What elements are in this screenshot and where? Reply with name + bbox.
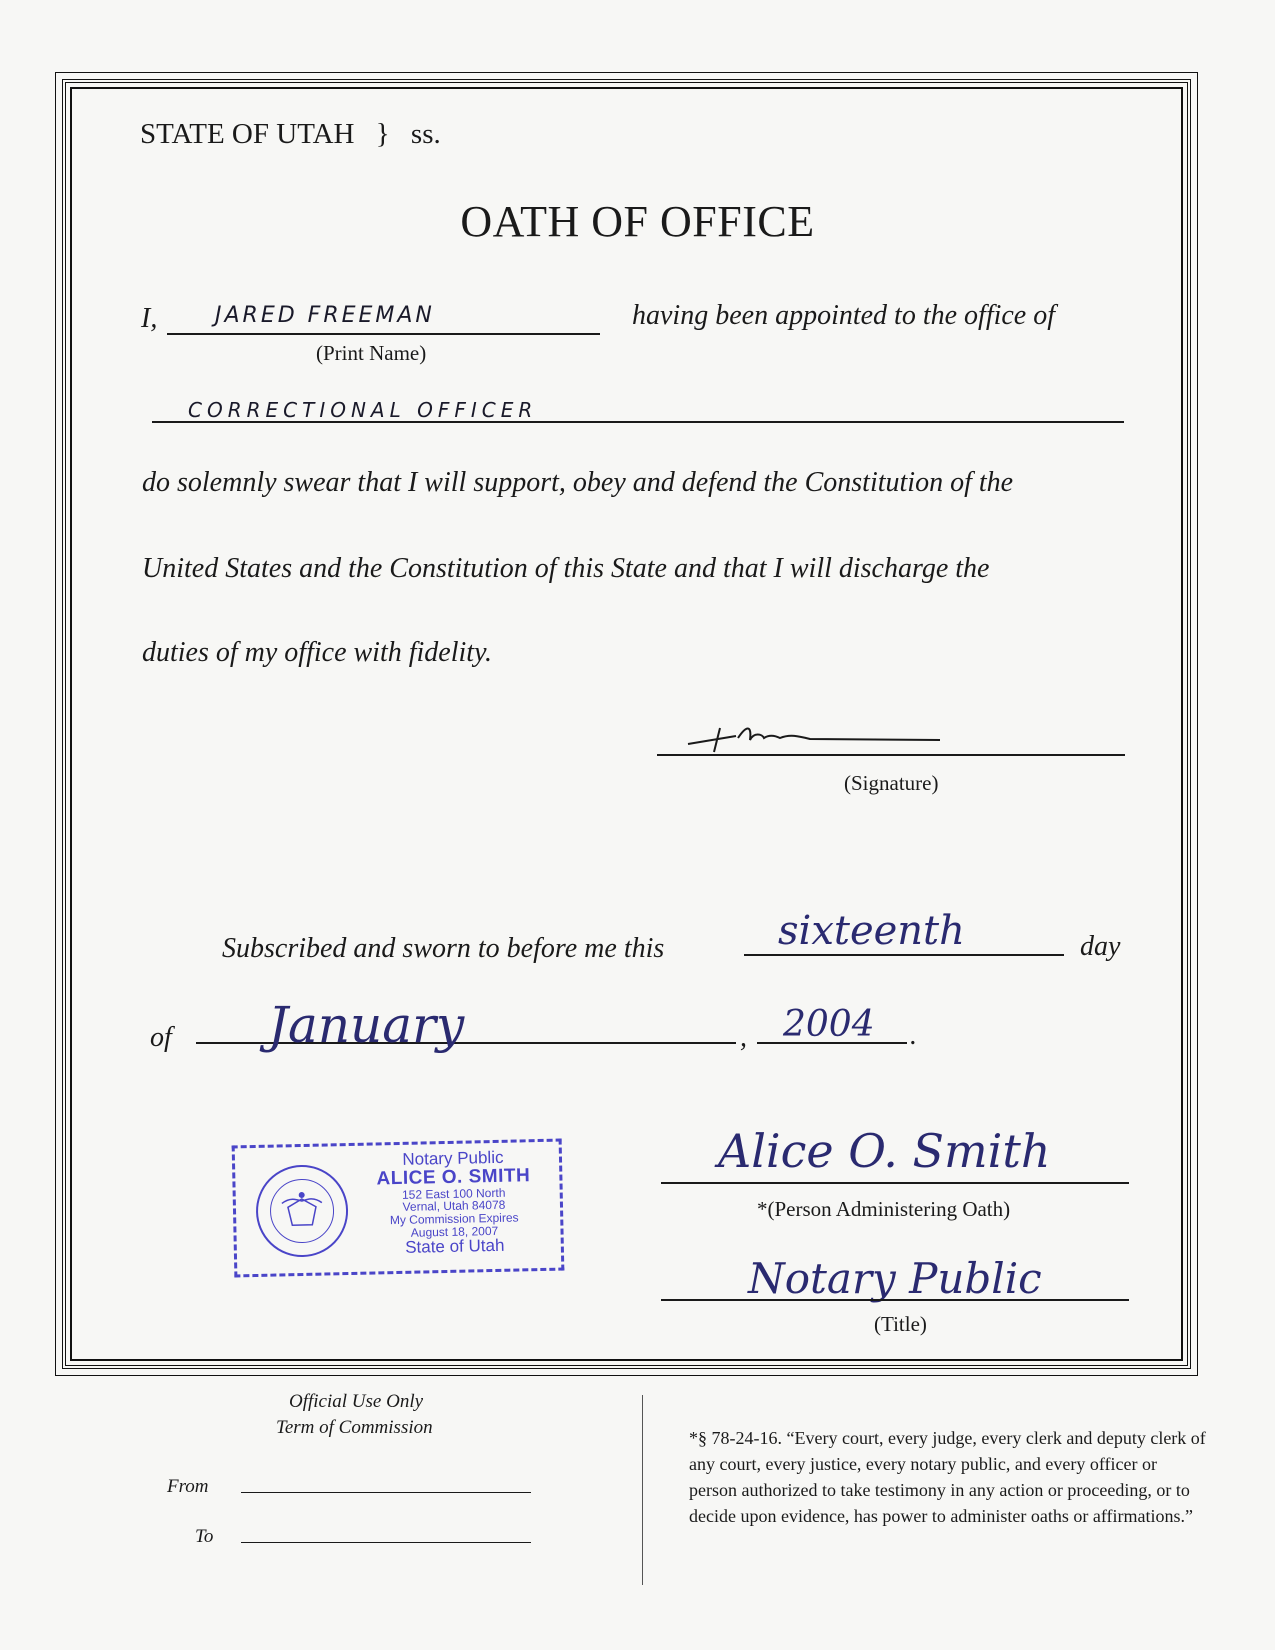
of-label: of	[150, 1022, 172, 1053]
stamp-text	[353, 1148, 555, 1258]
office-value: CORRECTIONAL OFFICER	[188, 398, 538, 422]
stamp-line-3: 152 East 100 North	[401, 1185, 506, 1202]
from-label: From	[167, 1476, 209, 1497]
stamp-line-2: ALICE O. SMITH	[376, 1165, 531, 1190]
day-label: day	[1080, 931, 1121, 962]
from-line	[241, 1492, 531, 1493]
state-name: STATE OF UTAH	[140, 118, 355, 150]
year-value: 2004	[783, 1004, 875, 1045]
month-value: January	[268, 996, 465, 1054]
name-line	[167, 333, 600, 335]
i-label: I,	[141, 303, 158, 334]
stamp-line-1: Notary Public	[402, 1147, 504, 1169]
stamp-line-5: My Commission Expires	[389, 1210, 519, 1228]
signature-line	[657, 754, 1125, 756]
state-heading	[140, 118, 441, 151]
administrator-signature: Alice O. Smith	[718, 1124, 1051, 1178]
title-line	[661, 1299, 1129, 1301]
oath-line-2: United States and the Constitution of this State and that I will discharge the	[142, 553, 990, 584]
state-seal-icon	[255, 1164, 349, 1258]
stamp-line-7: State of Utah	[405, 1235, 505, 1258]
oath-taker-signature	[680, 718, 960, 754]
comma: ,	[740, 1022, 747, 1053]
stamp-line-6: August 18, 2007	[410, 1223, 499, 1240]
appointed-text: having been appointed to the office of	[632, 300, 1056, 331]
seal-eagle-icon	[257, 1166, 347, 1256]
signature-caption: (Signature)	[844, 771, 939, 795]
brace: }	[375, 118, 390, 150]
printed-name: JARED FREEMAN	[215, 303, 435, 328]
oath-line-3: duties of my office with fidelity.	[142, 637, 492, 668]
to-line	[241, 1542, 531, 1543]
stamp-line-4: Vernal, Utah 84078	[402, 1198, 506, 1215]
title-caption: (Title)	[874, 1312, 927, 1336]
notary-stamp	[232, 1139, 565, 1278]
title-value: Notary Public	[748, 1254, 1042, 1303]
footer-divider	[642, 1395, 643, 1585]
term-heading: Term of Commission	[276, 1417, 433, 1438]
statute-text: *§ 78-24-16. “Every court, every judge, every clerk and deputy clerk of any court, every justice, every notary public, and every officer or person authorized to take testimony in any action or proceeding, or to decide upon evidence, has power to administer oaths or affirmations.”	[689, 1428, 1206, 1526]
day-value: sixteenth	[778, 908, 965, 954]
period: .	[910, 1020, 917, 1051]
subscribed-text: Subscribed and sworn to before me this	[222, 933, 665, 964]
ss-label: ss.	[410, 118, 441, 150]
administrator-caption: *(Person Administering Oath)	[757, 1197, 1011, 1221]
to-label: To	[195, 1526, 214, 1547]
official-use-heading: Official Use Only	[289, 1391, 424, 1412]
document-title: OATH OF OFFICE	[460, 197, 815, 246]
print-name-caption: (Print Name)	[316, 341, 427, 365]
oath-line-1: do solemnly swear that I will support, obey and defend the Constitution of the	[142, 467, 1014, 498]
administrator-line	[661, 1182, 1129, 1184]
day-line	[744, 954, 1064, 956]
